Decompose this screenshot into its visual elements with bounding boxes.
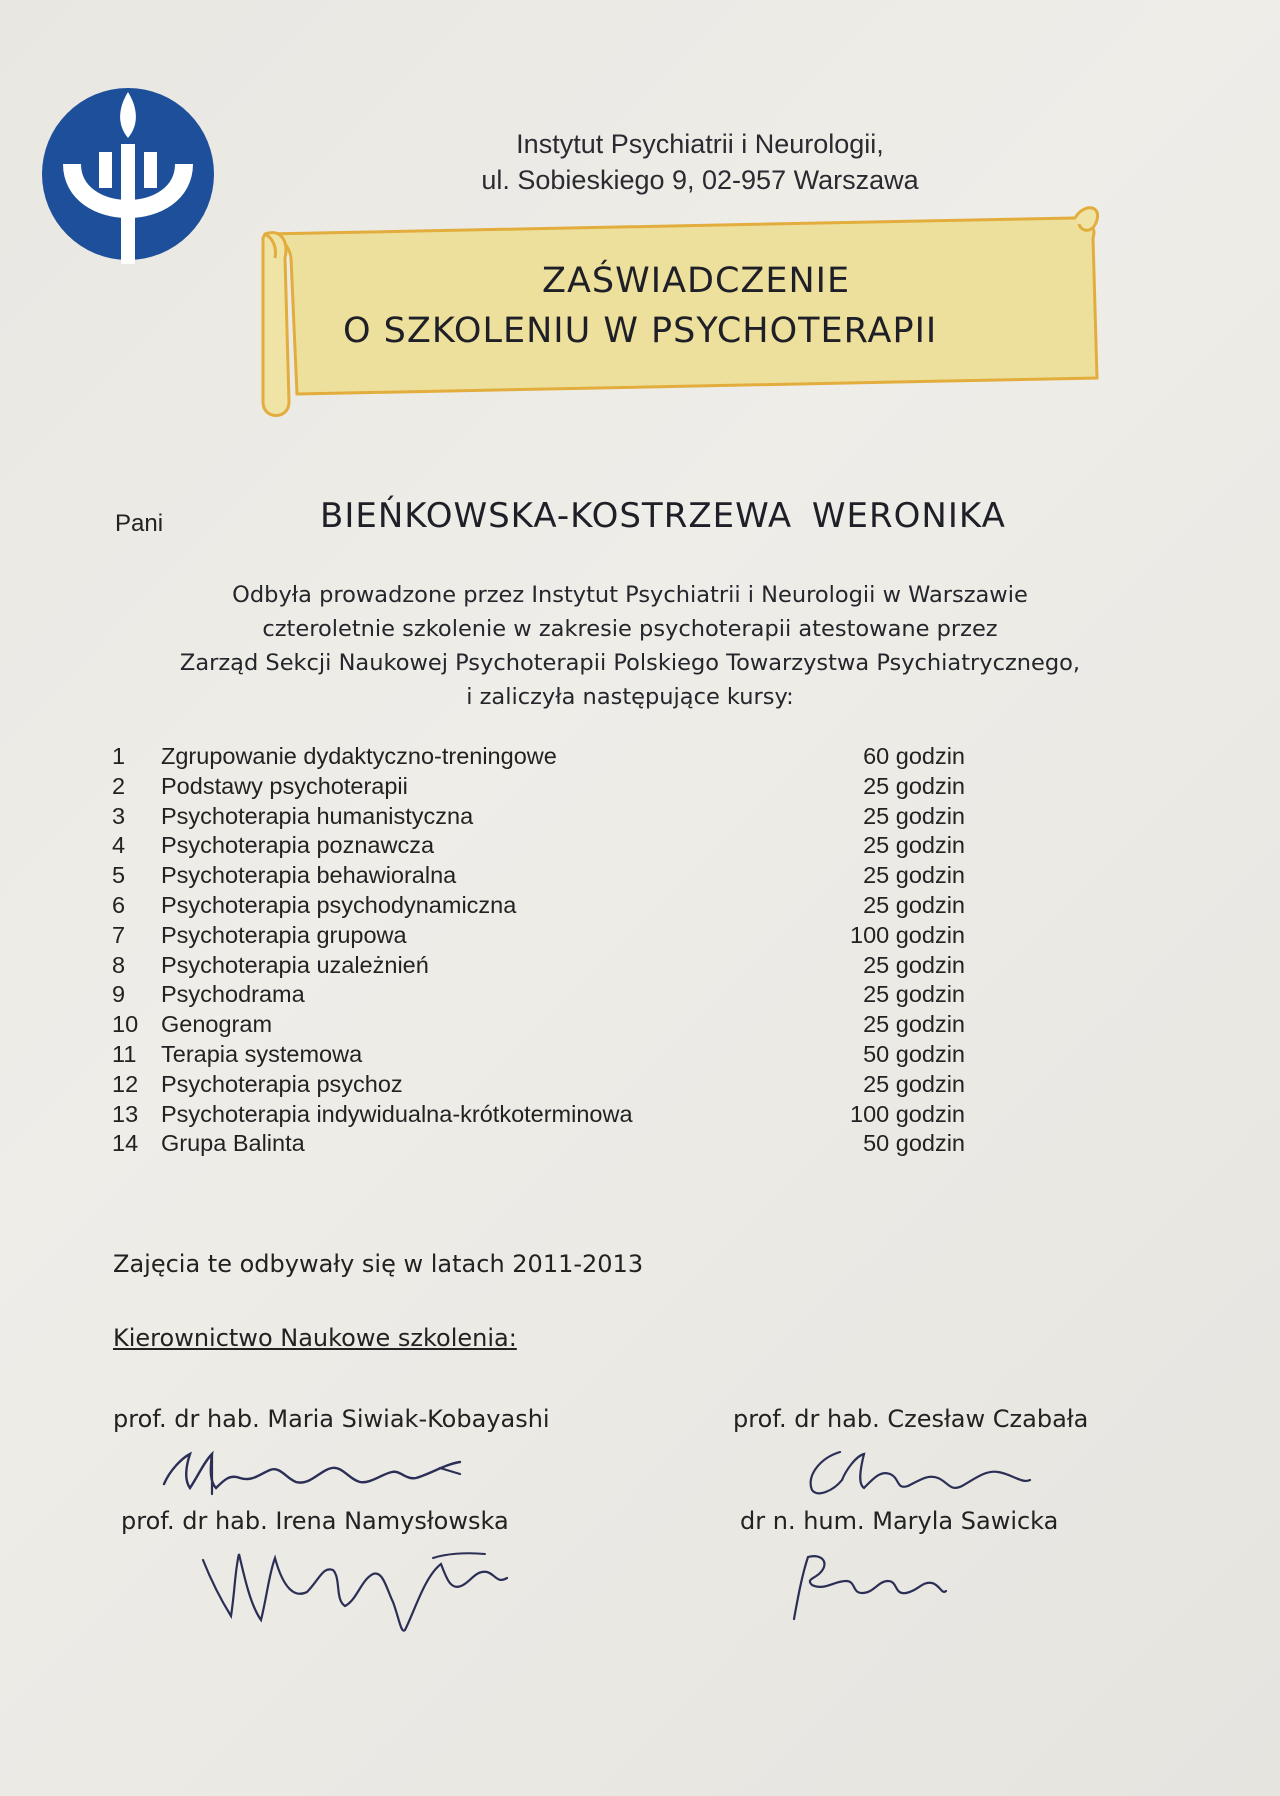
course-number: 13 [112, 1100, 139, 1127]
course-name: Psychoterapia behawioralna [161, 862, 457, 889]
handwritten-signature-icon [160, 1440, 470, 1500]
course-number: 4 [112, 832, 126, 859]
handwritten-signature-icon [195, 1530, 515, 1640]
salutation: Pani [115, 510, 164, 537]
signatory-name-2: prof. dr hab. Czesław Czabała [733, 1405, 1089, 1433]
list-item [112, 980, 992, 1010]
list-item [112, 951, 992, 981]
course-name: Psychoterapia psychoz [161, 1070, 403, 1097]
course-hours: 25 godzin [863, 832, 965, 859]
list-item [112, 1129, 992, 1159]
title-line-2: O SZKOLENIU W PSYCHOTERAPII [343, 311, 938, 351]
course-number: 12 [112, 1070, 139, 1097]
course-hours: 25 godzin [863, 1011, 965, 1038]
course-name: Grupa Balinta [161, 1130, 305, 1157]
course-number: 7 [112, 921, 126, 948]
institute-header [440, 126, 960, 198]
list-item [112, 1040, 992, 1070]
signatory-name-1: prof. dr hab. Maria Siwiak-Kobayashi [113, 1405, 550, 1433]
course-name: Psychoterapia uzależnień [161, 951, 429, 978]
course-number: 11 [112, 1040, 137, 1067]
course-hours: 25 godzin [863, 891, 965, 918]
signatory-name-4: dr n. hum. Maryla Sawicka [740, 1507, 1059, 1535]
intro-line: i zaliczyła następujące kursy: [466, 684, 794, 710]
list-item [112, 921, 992, 951]
intro-line: Zarząd Sekcji Naukowej Psychoterapii Polskiego Towarzystwa Psychiatrycznego, [179, 650, 1081, 676]
list-item [112, 742, 992, 772]
course-name: Genogram [161, 1011, 273, 1038]
course-hours: 25 godzin [863, 981, 965, 1008]
intro-line: Odbyła prowadzone przez Instytut Psychiatrii i Neurologii w Warszawie [232, 582, 1028, 608]
institute-address: ul. Sobieskiego 9, 02-957 Warszawa [481, 165, 919, 195]
list-item [112, 1010, 992, 1040]
course-name: Psychoterapia psychodynamiczna [161, 891, 517, 918]
certificate-title [300, 256, 1060, 356]
list-item [112, 891, 992, 921]
intro-line: czteroletnie szkolenie w zakresie psychoterapii atestowane przez [262, 616, 998, 642]
leadership-label: Kierownictwo Naukowe szkolenia: [113, 1324, 517, 1352]
list-item [112, 772, 992, 802]
course-number: 5 [112, 862, 126, 889]
course-name: Psychodrama [161, 981, 305, 1008]
signatory-name-3: prof. dr hab. Irena Namysłowska [121, 1507, 509, 1535]
course-hours: 25 godzin [863, 1070, 965, 1097]
course-number: 10 [112, 1011, 139, 1038]
course-name: Podstawy psychoterapii [161, 772, 408, 799]
course-hours: 60 godzin [863, 743, 965, 769]
training-years: Zajęcia te odbywały się w latach 2011-2013 [113, 1250, 644, 1278]
course-name: Psychoterapia grupowa [161, 921, 407, 948]
course-number: 14 [112, 1130, 139, 1157]
course-number: 1 [112, 743, 126, 769]
intro-paragraph [160, 578, 1100, 714]
course-hours: 25 godzin [863, 862, 965, 889]
list-item [112, 831, 992, 861]
course-hours: 100 godzin [850, 1100, 965, 1127]
course-name: Psychoterapia indywidualna-krótkoterminowa [161, 1100, 633, 1127]
course-name: Psychoterapia poznawcza [161, 832, 435, 859]
list-item [112, 1100, 992, 1130]
course-hours: 50 godzin [863, 1130, 965, 1157]
course-hours: 100 godzin [850, 921, 965, 948]
course-name: Psychoterapia humanistyczna [161, 802, 474, 829]
course-number: 6 [112, 891, 126, 918]
course-number: 2 [112, 772, 126, 799]
course-number: 9 [112, 981, 126, 1008]
course-hours: 25 godzin [863, 802, 965, 829]
course-number: 3 [112, 802, 126, 829]
handwritten-signature-icon [800, 1440, 1040, 1500]
course-number: 8 [112, 951, 126, 978]
course-list [112, 742, 992, 1159]
course-hours: 25 godzin [863, 772, 965, 799]
course-hours: 50 godzin [863, 1040, 965, 1067]
title-line-1: ZAŚWIADCZENIE [542, 261, 851, 301]
list-item [112, 1070, 992, 1100]
course-name: Terapia systemowa [161, 1040, 363, 1067]
course-name: Zgrupowanie dydaktyczno-treningowe [161, 743, 557, 769]
institute-name: Instytut Psychiatrii i Neurologii, [516, 129, 884, 159]
institute-logo-icon [38, 84, 218, 264]
list-item [112, 802, 992, 832]
course-hours: 25 godzin [863, 951, 965, 978]
list-item [112, 861, 992, 891]
recipient-name: BIEŃKOWSKA-KOSTRZEWA WERONIKA [320, 496, 1006, 536]
handwritten-signature-icon [790, 1545, 950, 1625]
